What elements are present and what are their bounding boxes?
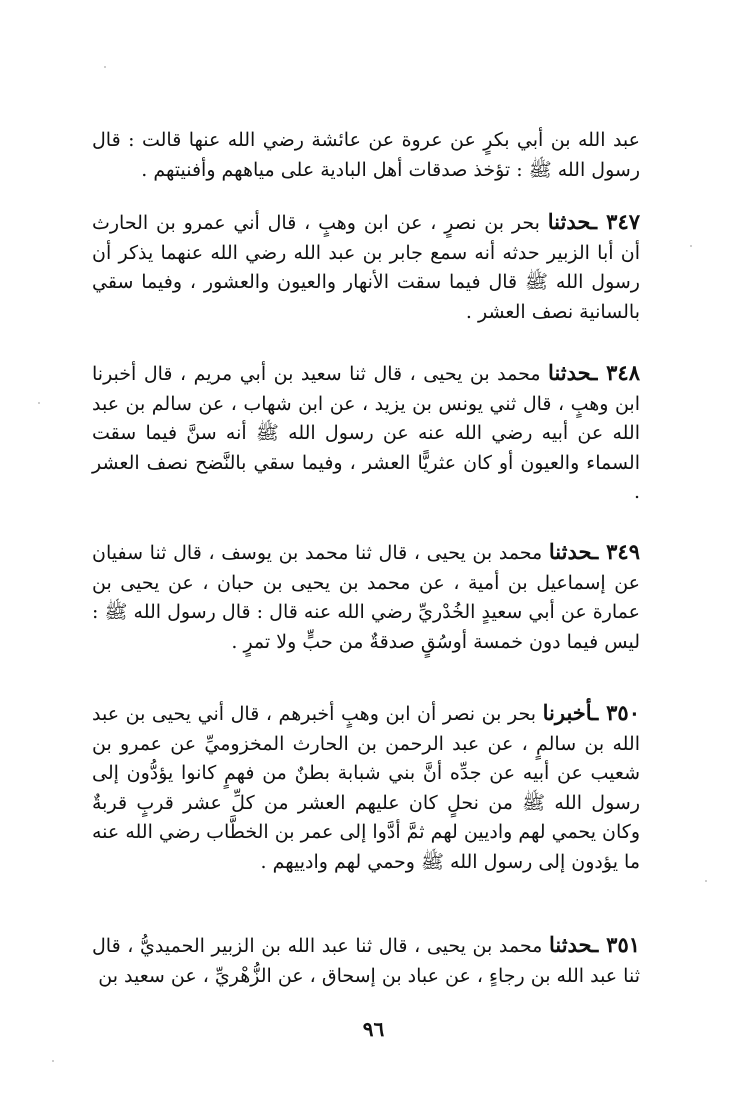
- hadith-351: [92, 930, 640, 991]
- scan-speck: [690, 245, 692, 247]
- hadith-349: [92, 537, 640, 657]
- hadith-number: ٣٥٠ ـ: [592, 700, 640, 725]
- hadith-paragraph: [92, 207, 640, 327]
- hadith-keyword: حدثنا: [548, 539, 593, 564]
- hadith-text: محمد بن يحيى ، قال ثنا عبد الله بن الزبير الحميديُّ ، قال ثنا عبد الله بن رجاءٍ ، عن عباد بن إسحاق ، عن الزُّهْريِّ ، عن سعيد بن: [92, 935, 640, 987]
- paragraph-text: عبد الله بن أبي بكرٍ عن عروة عن عائشة رضي الله عنها قالت : قال رسول الله ﷺ : تؤخذ صدقات أهل البادية على مياههم وأفنيتهم .: [92, 129, 640, 181]
- hadith-keyword: حدثنا: [548, 360, 592, 385]
- hadith-keyword: أخبرنا: [542, 700, 593, 725]
- hadith-348: [92, 358, 640, 508]
- hadith-keyword: حدثنا: [547, 209, 591, 234]
- hadith-keyword: حدثنا: [548, 932, 593, 957]
- hadith-paragraph: [92, 930, 640, 991]
- hadith-paragraph: [92, 537, 640, 657]
- hadith-text: بحر بن نصر أن ابن وهبٍ أخبرهم ، قال أني يحيى بن عبد الله بن سالمٍ ، عن عبد الرحمن بن الحارث المخزوميِّ عن عمرو بن شعيب عن أبيه عن جدِّه أنَّ بني شبابة بطنٌ من فهمٍ كانوا يؤدُّون إلى رسول الله ﷺ من نحلٍ كان عليهم العشر من كلِّ عشر قربٍ قربةٌ وكان يحمي لهم واديين لهم ثمَّ أدَّوا إلى عمر بن الخطَّاب رضي الله عنه ما يؤدون إلى رسول الله ﷺ وحمي لهم وادييهم .: [92, 703, 640, 873]
- scan-speck: [38, 402, 40, 404]
- hadith-350: [92, 698, 640, 877]
- hadith-paragraph: [92, 698, 640, 877]
- hadith-text: محمد بن يحيى ، قال ثنا سعيد بن أبي مريم ، قال أخبرنا ابن وهبٍ ، قال ثني يونس بن يزيد ، عن ابن شهاب ، عن سالم بن عبد الله عن أبيه رضي الله عنه عن رسول الله ﷺ أنه سنَّ فيما سقت السماء والعيون أو كان عثريًّا العشر ، وفيما سقي بالنَّضح نصف العشر .: [92, 363, 640, 503]
- scan-speck: [705, 880, 707, 882]
- hadith-347: [92, 207, 640, 327]
- page-number: ٩٦: [362, 1017, 385, 1041]
- hadith-text: محمد بن يحيى ، قال ثنا محمد بن يوسف ، قال ثنا سفيان عن إسماعيل بن أمية ، عن محمد بن يحيى بن حبان ، عن يحيى بن عمارة عن أبي سعيدٍ الخُدْريِّ رضي الله عنه قال : قال رسول الله ﷺ : ليس فيما دون خمسة أوسُقٍ صدقةٌ من حبٍّ ولا تمرٍ .: [92, 542, 640, 653]
- hadith-paragraph: [92, 358, 640, 508]
- paragraph-intro: [92, 126, 640, 185]
- hadith-number: ٣٥١ ـ: [592, 932, 641, 957]
- scan-speck: [52, 1060, 54, 1062]
- hadith-number: ٣٤٩ ـ: [592, 539, 640, 564]
- scan-speck: [104, 66, 106, 68]
- hadith-number: ٣٤٧ ـ: [590, 209, 641, 234]
- hadith-text: بحر بن نصرٍ ، عن ابن وهبٍ ، قال أني عمرو بن الحارث أن أبا الزبير حدثه أنه سمع جابر بن عبد الله رضي الله عنهما يذكر أن رسول الله ﷺ قال فيما سقت الأنهار والعيون والعشور ، وفيما سقي بالسانية نصف العشر .: [92, 212, 640, 323]
- hadith-number: ٣٤٨ ـ: [591, 360, 640, 385]
